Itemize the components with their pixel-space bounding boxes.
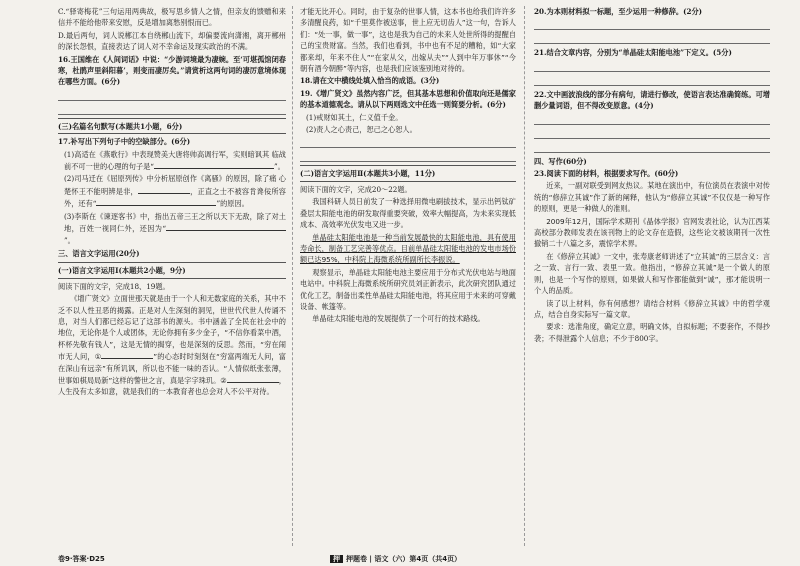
passage-2-para-2: 单晶硅太阳能电池是一种当前发展最快的太阳能电池，具有使用寿命长，制备工艺完善等优点。目前单晶硅太阳能电池的发电市场份额已达95%，中科院上海微系统所副所长李振说。 [300, 232, 516, 265]
passage-2-para-4: 单晶硅太阳能电池的发展提供了一个可行的技术路线。 [312, 314, 485, 324]
answer-line[interactable] [534, 128, 770, 139]
passage-2-para-1: 我国科研人员日前发了一种选择用微电刷拔技术，显示出钙钛矿叠层太阳能电池的研发取得重要突破，效率大幅提高，为未来实现低成本、高效率光伏发电又进一步。 [300, 197, 516, 230]
answer-line [58, 90, 286, 101]
column-divider [524, 6, 525, 546]
passage-1: 《增广贤文》立面世那天就是由于一个人和无数家庭的关系，其中不乏不以人性丑恶的揭露。正是对人生深刻的洞见，世世代代世人传诵不息，对当人们都已经忘记了这部书的源头。书中涵盖了全民在社会中的地位，无论你是个人或团体，无论你拥有多少金子，“不信你看菜中酒，杯杯先敬有钱人”，这是无情的揭穿，也是深刻的反思。然而，“穷在闹市无人问，① ”的心态时时刻刻在“穷富两端无人问，富在深山有远亲”有所讥讽，所以也不能一味的否认。“人情似纸张张薄，世事如棋局局新”这样的警世之言，真是字字珠玑。② ，人生没有太多如意，就是我们的一本教育者也总会对人不公平对待。 [58, 294, 286, 397]
essay-material-1: 近来，一副对联受到网友热议。某地在演出中，有位演员在表演中对传统的“修辞立其诚”作了新的阐释，他认为“修辞立其诚”不仅仅是一种写作的原则，更是一种做人的准则。 [534, 181, 770, 214]
fill-blank[interactable] [154, 160, 274, 169]
question-18: 18.请在文中横线处填入恰当的成语。(3分) [300, 76, 440, 86]
fill-blank[interactable] [166, 222, 286, 231]
q19-option-2: (2)责人之心责己，恕己之心恕人。 [306, 125, 417, 135]
passage-1-continued: 才能无比开心。同时，由于复杂的世事人情，这本书也给我们许许多多清醒良药，如“千里莫作被送事，世上应无切齿人”这一句，告诉人们：“处一事，做一事”，这也是我为自己的未来人处世所得的提醒自己的宝贵财富。当然，我们也看到，书中也有不足的糟粕，如“大家都来却，年来不住人”“在家从父，出嫁从夫”“人到中年万事休”“今朝有酒今朝醉”等内容，也是我们应该鉴别地对待的。 [300, 7, 516, 74]
answer-line [300, 151, 516, 162]
q17-item-2: (2)司马迁在《屈原列传》中分析屈原创作《离骚》的原因，除了痛 心楚怀王不能明辨是非， ，正直之士不被容肯谗佞所容外，还有“ ”的原因。 [64, 174, 286, 209]
option-c: C.“驿寄梅花”三句运用两典故，极写思乡情人之情，但亲友的馈赠和来信并不能给他带来安慰，反是增加离愁别恨而已。 [58, 7, 286, 28]
q17-item-1: (1)高适在《燕歌行》中表现赞美大唐将帅高调行军，实则暗讽其 临战前不可一世的心理的句子是“ ”。 [64, 149, 286, 172]
fill-blank[interactable] [227, 374, 279, 383]
subsection-heading-1: (一)语言文字运用Ⅰ(本题共2小题，9分) [58, 266, 186, 276]
question-22: 22.文中画波浪线的部分有病句，请进行修改，使语言表达准确简练。可增删少量词语，但不得改变原意。(4分) [534, 89, 770, 111]
q19-option-1: (1)戒财如其土，仁义值千金。 [306, 112, 403, 122]
section-heading-writing: 四、写作(60分) [534, 156, 587, 166]
answer-line[interactable] [534, 75, 770, 86]
answer-line[interactable] [534, 33, 770, 44]
answer-line [58, 104, 286, 115]
fill-blank[interactable] [138, 185, 190, 194]
fill-blank[interactable] [101, 350, 153, 359]
essay-prompt: 读了以上材料，你有何感想？请结合材料《修辞立其诚》中的哲学观点，结合自身实际写一篇文章。 [534, 298, 770, 319]
question-20: 20.为本则材料拟一标题，至少运用一种修辞。(2分) [534, 7, 703, 16]
question-21: 21.结合文章内容，分别为“单晶硅太阳能电池”下定义。(5分) [534, 48, 732, 58]
answer-line [300, 137, 516, 148]
essay-material-2: 2009年12月，国际学术期刊《晶体学报》官网发表社论，认为江西某高校部分教师发表在该刊物上的论文存在造假，这些论文被该期刊一次性撤销二十八篇之多，震惊学术界。 [534, 216, 770, 249]
essay-requirements: 要求：选准角度，确定立意，明确文体，自拟标题；不要套作，不得抄袭；不得泄露个人信息；不少于800字。 [534, 322, 770, 343]
fill-blank[interactable] [96, 197, 216, 206]
essay-material-3: 在《修辞立其诚》一文中，张寿康老师讲述了“立其诚”的三层含义：言之一致、言行一致、表里一致。他指出，“修辞立其诚”是一个做人的原则，也是一个写作的原则，如果做人和写作都能做到“诚”，那才能说明一个人的品质。 [534, 251, 770, 296]
question-23: 23.阅读下面的材料，根据要求写作。(60分) [534, 169, 679, 179]
option-d: D.最后两句，词人说郴江本自绕郴山流下，却偏要流向潇湘，离开郴州的深长怨恨，直接表达了词人对不幸命运及现实政治的不满。 [58, 30, 286, 52]
answer-line[interactable] [534, 142, 770, 153]
middle-column [300, 6, 516, 554]
question-16: 16.王国维在《人间词话》中说：“少游词境最为凄婉。至‘可堪孤馆闭春寒，杜鹃声里斜阳暮’，则变而凄厉矣。”请赏析这两句词的凄厉意境体现在哪些方面。(6分) [58, 54, 286, 87]
footer-middle: 押 押题卷 | 语文（六）第4页（共4页） [330, 554, 461, 564]
passage-2-para-3: 观察显示，单晶硅太阳能电池主要应用于分布式光伏电站与地面电站中。中科院上海微系统所研究员刘正新表示，此次研究团队通过优化工艺，制备出柔性单晶硅太阳能电池，将其应用于未来的可穿戴设备、帐篷等。 [300, 267, 516, 311]
right-column [534, 6, 770, 554]
question-17: 17.补写出下列句子中的空缺部分。(6分) [58, 137, 191, 147]
section-heading-language: 三、语言文字运用(20分) [58, 248, 140, 258]
footer-left: 卷9·答案·D25 [58, 555, 105, 563]
passage-intro-1: 阅读下面的文字，完成18、19题。 [58, 281, 170, 291]
column-divider [292, 6, 293, 546]
passage-intro-2: 阅读下面的文字，完成20～22题。 [300, 184, 412, 194]
answer-line[interactable] [534, 61, 770, 72]
answer-line[interactable] [534, 19, 770, 30]
left-column [58, 6, 286, 554]
press-badge: 押 [330, 555, 343, 563]
answer-line[interactable] [534, 114, 770, 125]
section-heading-recitation: (三)名篇名句默写(本题共1小题，6分) [58, 121, 183, 131]
q17-item-3: (3)李斯在《谏逐客书》中，指出五帝三王之所以天下无敌，除了对土 地，百姓一视同仁外，还因为“”。 [64, 211, 286, 245]
subsection-heading-2: (二)语言文字运用Ⅱ(本题共3小题，11分) [300, 169, 436, 179]
question-19: 19.《增广贤文》虽然内容广泛，但其基本思想和价值取向还是儒家的基本道德观念。请从以下两则选文中任选一则简要分析。(6分) [300, 88, 516, 110]
